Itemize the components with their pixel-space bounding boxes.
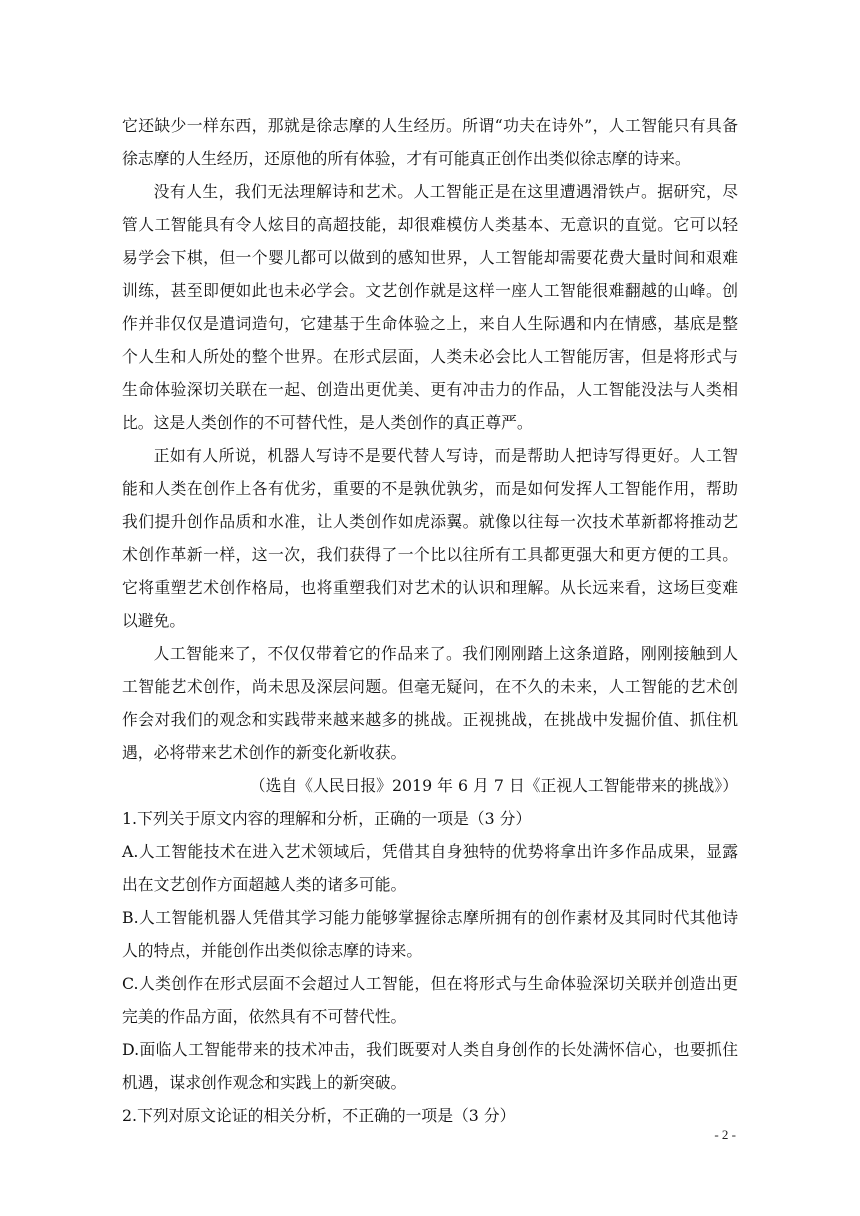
question-2-title: 2.下列对原文论证的相关分析，不正确的一项是（3 分）: [122, 1106, 516, 1125]
question-1-option-b: B.人工智能机器人凭借其学习能力能够掌握徐志摩所拥有的创作素材及其同时代其他诗人的特点，并能创作出类似徐志摩的诗来。: [122, 908, 738, 960]
question-1-option-c: C.人类创作在形式层面不会超过人工智能，但在将形式与生命体验深切关联并创造出更完美的作品方面，依然具有不可替代性。: [122, 974, 738, 1026]
article-paragraph-3: 正如有人所说，机器人写诗不是要代替人写诗，而是帮助人把诗写得更好。人工智能和人类在创作上各有优劣，重要的不是孰优孰劣，而是如何发挥人工智能作用，帮助我们提升创作品质和水准，让人类创作如虎添翼。就像以往每一次技术革新都将推动艺术创作革新一样，这一次，我们获得了一个比以往所有工具都更强大和更方便的工具。它将重塑艺术创作格局，也将重塑我们对艺术的认识和理解。从长远来看，这场巨变难以避免。: [122, 446, 738, 630]
question-1-option-d: D.面临人工智能带来的技术冲击，我们既要对人类自身创作的长处满怀信心，也要抓住机遇，谋求创作观念和实践上的新突破。: [122, 1040, 738, 1092]
question-1-title: 1.下列关于原文内容的理解和分析，正确的一项是（3 分）: [122, 809, 532, 828]
article-paragraph-1: 它还缺少一样东西，那就是徐志摩的人生经历。所谓“功夫在诗外”，人工智能只有具备徐志摩的人生经历，还原他的所有体验，才有可能真正创作出类似徐志摩的诗来。: [122, 116, 738, 168]
page-number: - 2 -: [714, 1127, 736, 1142]
question-1: [122, 802, 738, 1099]
article-paragraph-2: 没有人生，我们无法理解诗和艺术。人工智能正是在这里遭遇滑铁卢。据研究，尽管人工智能具有令人炫目的高超技能，却很难模仿人类基本、无意识的直觉。它可以轻易学会下棋，但一个婴儿都可以做到的感知世界，人工智能却需要花费大量时间和艰难训练，甚至即便如此也未必学会。文艺创作就是这样一座人工智能很难翻越的山峰。创作并非仅仅是遣词造句，它建基于生命体验之上，来自人生际遇和内在情感，基底是整个人生和人所处的整个世界。在形式层面，人类未必会比人工智能厉害，但是将形式与生命体验深切关联在一起、创造出更优美、更有冲击力的作品，人工智能没法与人类相比。这是人类创作的不可替代性，是人类创作的真正尊严。: [122, 182, 738, 432]
article-paragraph-4: 人工智能来了，不仅仅带着它的作品来了。我们刚刚踏上这条道路，刚刚接触到人工智能艺术创作，尚未思及深层问题。但毫无疑问，在不久的未来，人工智能的艺术创作会对我们的观念和实践带来越来越多的挑战。正视挑战，在挑战中发掘价值、抓住机遇，必将带来艺术创作的新变化新收获。: [122, 644, 738, 762]
page-content: [122, 109, 738, 1132]
article-source-citation: （选自《人民日报》2019 年 6 月 7 日《正视人工智能带来的挑战》）: [249, 776, 738, 795]
question-2: [122, 1099, 738, 1132]
article-body: [122, 109, 738, 802]
question-1-option-a: A.人工智能技术在进入艺术领域后，凭借其自身独特的优势将拿出许多作品成果，显露出在文艺创作方面超越人类的诸多可能。: [122, 842, 738, 894]
